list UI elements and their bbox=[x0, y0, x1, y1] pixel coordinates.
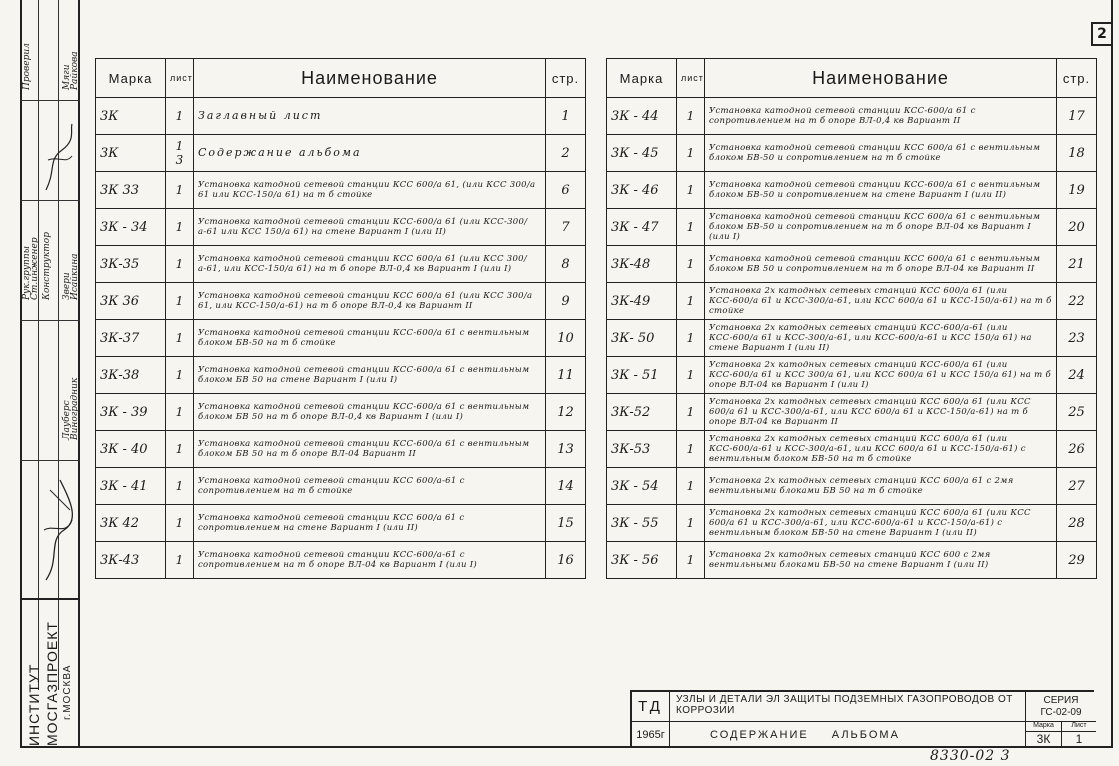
cell-list: 1 bbox=[166, 505, 194, 542]
table-row bbox=[96, 542, 586, 579]
stamp-divider bbox=[20, 100, 80, 101]
table-row bbox=[96, 505, 586, 542]
cell-list: 1 bbox=[677, 209, 705, 246]
title-block-series bbox=[1026, 692, 1096, 722]
mark-value: 3К bbox=[1026, 732, 1062, 748]
cell-marka: 3К-43 bbox=[96, 542, 166, 579]
stamp-role: Проверил bbox=[22, 43, 32, 90]
header-marka: Марка bbox=[96, 59, 166, 98]
table-row bbox=[96, 283, 586, 320]
cell-name: Установка 2х катодных сетевых станций КСС-600/а-61 (или КСС-600/а 61 и КСС-300/а-61, или КСС-600/а-61 и КСС 150/а 61) на стене Вариант I (или II) bbox=[705, 320, 1057, 357]
cell-list: 1 bbox=[166, 246, 194, 283]
cell-name: Установка катодной сетевой станции КСС 600/а 61, (или КСС 300/а 61 или КСС-150/а 61) на т б стойке bbox=[194, 172, 546, 209]
cell-page: 24 bbox=[1057, 357, 1097, 394]
cell-page: 25 bbox=[1057, 394, 1097, 431]
title-block-title: УЗЛЫ И ДЕТАЛИ ЭЛ ЗАЩИТЫ ПОДЗЕМНЫХ ГАЗОПРОВОДОВ ОТ КОРРОЗИИ bbox=[670, 692, 1026, 722]
cell-list: 1 bbox=[166, 394, 194, 431]
cell-marka: 3К - 41 bbox=[96, 468, 166, 505]
cell-list: 1 bbox=[677, 246, 705, 283]
institute-name: МОСГАЗПРОЕКТ bbox=[44, 621, 60, 746]
cell-page: 8 bbox=[546, 246, 586, 283]
table-row bbox=[607, 357, 1097, 394]
stamp-role: Конструктор bbox=[42, 232, 52, 300]
cell-marka: 3К - 46 bbox=[607, 172, 677, 209]
table-row bbox=[607, 135, 1097, 172]
cell-list: 1 bbox=[677, 135, 705, 172]
cell-marka: 3К-48 bbox=[607, 246, 677, 283]
cell-page: 17 bbox=[1057, 98, 1097, 135]
title-block-code: ТД bbox=[632, 692, 670, 722]
cell-list: 1 bbox=[677, 283, 705, 320]
series-value: ГС-02-09 bbox=[1040, 707, 1082, 718]
header-name: Наименование bbox=[705, 59, 1057, 98]
cell-list: 1 bbox=[166, 468, 194, 505]
cell-marka: 3К 42 bbox=[96, 505, 166, 542]
cell-list: 1 bbox=[677, 172, 705, 209]
header-page: стр. bbox=[1057, 59, 1097, 98]
table-row bbox=[607, 468, 1097, 505]
cell-list: 1 bbox=[166, 98, 194, 135]
table-row bbox=[96, 246, 586, 283]
stamp-divider bbox=[20, 320, 80, 321]
table-row bbox=[607, 320, 1097, 357]
cell-marka: 3К - 55 bbox=[607, 505, 677, 542]
cell-marka: 3К-38 bbox=[96, 357, 166, 394]
table-header-row bbox=[96, 59, 586, 98]
table-row bbox=[607, 542, 1097, 579]
cell-page: 22 bbox=[1057, 283, 1097, 320]
cell-name: Установка катодной сетевой станции КСС-600/а 61 с вентильным блоком БВ-50 на т б стойке bbox=[194, 320, 546, 357]
table-row bbox=[607, 283, 1097, 320]
cell-list: 1 bbox=[677, 542, 705, 579]
cell-marka: 3К-37 bbox=[96, 320, 166, 357]
cell-name: Установка катодной сетевой станции КСС-600/а 61 с вентильным блоком БВ 50 на т б опоре ВЛ-04 Вариант II bbox=[194, 431, 546, 468]
list-value: 1 bbox=[1075, 732, 1083, 746]
stamp-divider bbox=[20, 460, 80, 461]
cell-page: 15 bbox=[546, 505, 586, 542]
cell-marka: 3К - 39 bbox=[96, 394, 166, 431]
header-list: лист bbox=[677, 59, 705, 98]
table-row bbox=[607, 246, 1097, 283]
cell-name: Установка катодной сетевой станции КСС 600/а 61 (или КСС 300/а-61, или КСС-150/а 61) на т б опоре ВЛ-0,4 кв Вариант I (или I) bbox=[194, 246, 546, 283]
stamp-divider bbox=[20, 200, 80, 201]
cell-list: 1 bbox=[166, 283, 194, 320]
cell-marka: 3К - 40 bbox=[96, 431, 166, 468]
cell-page: 29 bbox=[1057, 542, 1097, 579]
table-row bbox=[96, 357, 586, 394]
table-row bbox=[607, 172, 1097, 209]
cell-list: 1 bbox=[677, 431, 705, 468]
cell-list: 1 bbox=[166, 542, 194, 579]
cell-marka: 3К - 51 bbox=[607, 357, 677, 394]
stamp-name: Виноградник bbox=[70, 377, 80, 440]
cell-name: Установка 2х катодных сетевых станций КСС 600/а 61 с 2мя вентильными блоками БВ 50 на т б стойке bbox=[705, 468, 1057, 505]
cell-page: 6 bbox=[546, 172, 586, 209]
cell-page: 27 bbox=[1057, 468, 1097, 505]
cell-name: Установка катодной сетевой станции КСС 600/а-61 с сопротивлением на т б стойке bbox=[194, 468, 546, 505]
cell-marka: 3К - 44 bbox=[607, 98, 677, 135]
cell-page: 21 bbox=[1057, 246, 1097, 283]
contents-table-left bbox=[95, 58, 586, 579]
cell-page: 19 bbox=[1057, 172, 1097, 209]
cell-marka: 3К - 54 bbox=[607, 468, 677, 505]
cell-name: Заглавный лист bbox=[194, 98, 546, 135]
archive-code: 8330-02 3 bbox=[930, 748, 1011, 764]
cell-marka: 3К-53 bbox=[607, 431, 677, 468]
cell-name: Установка 2х катодных сетевых станций КСС 600/а 61 (или КСС-600/а 61 и КСС-300/а-61, или КСС 600/а 61 и КСС-150/а-61) на т б стойке bbox=[705, 283, 1057, 320]
cell-page: 20 bbox=[1057, 209, 1097, 246]
cell-marka: 3К bbox=[96, 98, 166, 135]
cell-page: 10 bbox=[546, 320, 586, 357]
cell-list: 1 bbox=[677, 320, 705, 357]
cell-name: Установка катодной сетевой станции КСС 600/а 61 с вентильным блоком БВ-50 и сопротивлением на т б опоре ВЛ-04 кв Вариант I (или I) bbox=[705, 209, 1057, 246]
contents-table-right bbox=[606, 58, 1097, 579]
table-row bbox=[96, 209, 586, 246]
cell-marka: 3К - 45 bbox=[607, 135, 677, 172]
cell-list: 1 bbox=[166, 431, 194, 468]
table-row bbox=[607, 98, 1097, 135]
cell-name: Установка катодной сетевой станции КСС-600/а 61 с сопротивлением на т б опоре ВЛ-0,4 кв Вариант II bbox=[705, 98, 1057, 135]
stamp-divider bbox=[38, 0, 39, 690]
cell-name: Установка катодной сетевой станции КСС-600/а 61 с вентильным блоком БВ 50 на стене Вариант I (или I) bbox=[194, 357, 546, 394]
list-label: Лист bbox=[1062, 722, 1096, 732]
cell-name: Установка катодной сетевой станции КСС-600/а 61 с вентильным блоком БВ-50 и сопротивлением на стене Вариант I (или II) bbox=[705, 172, 1057, 209]
cell-marka: 3К - 34 bbox=[96, 209, 166, 246]
cell-list: 1 bbox=[677, 98, 705, 135]
table-row bbox=[607, 209, 1097, 246]
cell-page: 26 bbox=[1057, 431, 1097, 468]
cell-name: Установка катодной сетевой станции КСС 600/а 61 с вентильным блоком БВ-50 и сопротивлением на т б стойке bbox=[705, 135, 1057, 172]
institute-label: ИНСТИТУТ bbox=[26, 663, 42, 746]
cell-page: 13 bbox=[546, 431, 586, 468]
cell-name: Установка катодной сетевой станции КСС-600/а-61 с сопротивлением на т б опоре ВЛ-04 кв Вариант I (или I) bbox=[194, 542, 546, 579]
header-page: стр. bbox=[546, 59, 586, 98]
header-list: лист bbox=[166, 59, 194, 98]
cell-marka: 3К- 50 bbox=[607, 320, 677, 357]
cell-page: 9 bbox=[546, 283, 586, 320]
mark-label: Марка bbox=[1026, 722, 1062, 732]
stamp-name: Лауберс bbox=[62, 400, 72, 440]
cell-name: Содержание альбома bbox=[194, 135, 546, 172]
institute-city: г.МОСКВА bbox=[62, 664, 73, 720]
cell-marka: 3К-49 bbox=[607, 283, 677, 320]
cell-list: 1 bbox=[677, 357, 705, 394]
cell-name: Установка 2х катодных сетевых станций КСС-600/а 61 (или КСС-600/а 61 и КСС 300/а 61, или КСС 600/а 61 и КСС 150/а 61) на т б опоре ВЛ-04 кв Вариант I (или I) bbox=[705, 357, 1057, 394]
table-row bbox=[607, 431, 1097, 468]
title-block-subtitle: СОДЕРЖАНИЕ АЛЬБОМА bbox=[670, 722, 1026, 748]
table-row bbox=[96, 394, 586, 431]
cell-name: Установка 2х катодных сетевых станций КСС 600/а 61 (или КСС 600/а 61 и КСС-300/а-61, или КСС 600/а 61 и КСС-150/а-61) на т б опоре ВЛ-04 кв Вариант II bbox=[705, 394, 1057, 431]
cell-page: 2 bbox=[546, 135, 586, 172]
cell-page: 1 bbox=[546, 98, 586, 135]
cell-name: Установка 2х катодных сетевых станций КСС 600/а 61 (или КСС-600/а-61 и КСС-300/а-61, или КСС 600/а 61 и КСС-150/а-61) с вентильным блоком БВ-50 на т б стойке bbox=[705, 431, 1057, 468]
table-row bbox=[607, 394, 1097, 431]
title-block-year: 1965г bbox=[632, 722, 670, 748]
cell-page: 11 bbox=[546, 357, 586, 394]
stamp-name: Исайкина bbox=[70, 253, 80, 300]
cell-page: 14 bbox=[546, 468, 586, 505]
cell-marka: 3К - 56 bbox=[607, 542, 677, 579]
cell-name: Установка катодной сетевой станции КСС 600/а 61 с вентильным блоком БВ 50 и сопротивлением на т б опоре ВЛ-04 кв Вариант II bbox=[705, 246, 1057, 283]
series-label: СЕРИЯ bbox=[1043, 695, 1079, 706]
cell-page: 12 bbox=[546, 394, 586, 431]
cell-page: 16 bbox=[546, 542, 586, 579]
table-row bbox=[96, 172, 586, 209]
cell-name: Установка катодной сетевой станции КСС-600/а 61 с вентильным блоком БВ 50 на т б опоре ВЛ-0,4 кв Вариант I (или I) bbox=[194, 394, 546, 431]
cell-marka: 3К bbox=[96, 135, 166, 172]
table-header-row bbox=[607, 59, 1097, 98]
table-row bbox=[96, 320, 586, 357]
cell-list: 1 3 bbox=[166, 135, 194, 172]
stamp-name: Мяги bbox=[62, 64, 72, 90]
cell-list: 1 bbox=[166, 320, 194, 357]
cell-marka: 3К - 47 bbox=[607, 209, 677, 246]
cell-list: 1 bbox=[166, 172, 194, 209]
stamp-role: Рук.группы bbox=[22, 246, 32, 300]
cell-name: Установка 2х катодных сетевых станций КСС 600/а 61 (или КСС 600/а 61 и КСС-300/а-61, или КСС-600/а-61 и КСС-150/а-61) с вентильным блоком БВ-50 на стене Вариант I (или II) bbox=[705, 505, 1057, 542]
cell-page: 28 bbox=[1057, 505, 1097, 542]
stamp-name: Райкова bbox=[70, 51, 80, 90]
cell-marka: 3К-35 bbox=[96, 246, 166, 283]
table-row bbox=[96, 98, 586, 135]
cell-page: 7 bbox=[546, 209, 586, 246]
table-row bbox=[96, 468, 586, 505]
header-marka: Марка bbox=[607, 59, 677, 98]
table-row bbox=[96, 135, 586, 172]
cell-marka: 3К 36 bbox=[96, 283, 166, 320]
approval-stamp bbox=[20, 0, 80, 690]
title-block bbox=[630, 690, 1094, 748]
stamp-name: Звери bbox=[62, 272, 72, 300]
cell-list: 1 bbox=[677, 394, 705, 431]
cell-list: 1 bbox=[166, 357, 194, 394]
signature-icon bbox=[42, 120, 76, 200]
header-name: Наименование bbox=[194, 59, 546, 98]
cell-page: 23 bbox=[1057, 320, 1097, 357]
cell-list: 1 bbox=[677, 468, 705, 505]
institute-block bbox=[20, 598, 80, 748]
cell-marka: 3К 33 bbox=[96, 172, 166, 209]
cell-list: 1 bbox=[166, 209, 194, 246]
cell-name: Установка катодной сетевой станции КСС-600/а 61 (или КСС-300/а-61 или КСС 150/а 61) на стене Вариант I (или II) bbox=[194, 209, 546, 246]
signature-icon bbox=[40, 470, 76, 590]
cell-name: Установка катодной сетевой станции КСС 600/а 61 (или КСС 300/а 61, или КСС-150/а-61) на т б опоре ВЛ-0,4 кв Вариант II bbox=[194, 283, 546, 320]
cell-marka: 3К-52 bbox=[607, 394, 677, 431]
page-number: 2 bbox=[1091, 22, 1113, 46]
cell-page: 18 bbox=[1057, 135, 1097, 172]
stamp-role: Ст.инженер bbox=[30, 237, 40, 300]
table-row bbox=[96, 431, 586, 468]
cell-name: Установка катодной сетевой станции КСС 600/а 61 с сопротивлением на стене Вариант I (или II) bbox=[194, 505, 546, 542]
cell-name: Установка 2х катодных сетевых станций КСС 600 с 2мя вентильными блоками БВ-50 на стене Вариант I (или II) bbox=[705, 542, 1057, 579]
cell-list: 1 bbox=[677, 505, 705, 542]
table-row bbox=[607, 505, 1097, 542]
